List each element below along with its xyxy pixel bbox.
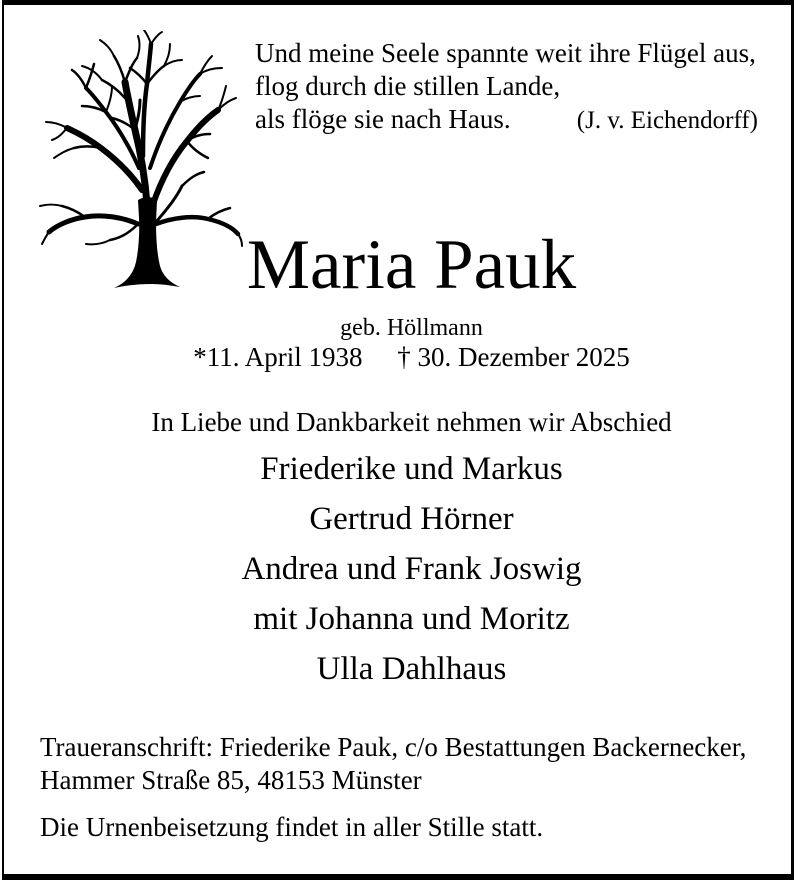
poem-line: flog durch die stillen Lande, <box>255 71 561 101</box>
address-line: Hammer Straße 85, 48153 Münster <box>40 765 422 795</box>
closing-note: Die Urnenbeisetzung findet in aller Stille statt. <box>40 812 544 842</box>
deceased-name: Maria Pauk <box>246 226 577 304</box>
poem-attribution: (J. v. Eichendorff) <box>576 107 758 134</box>
mourner-line: Friederike und Markus <box>260 451 563 487</box>
mourners-list <box>29 444 794 694</box>
farewell-intro: In Liebe und Dankbarkeit nehmen wir Abschied <box>151 407 672 437</box>
birth-date: *11. April 1938 <box>193 342 363 372</box>
address-line: Traueranschrift: Friederike Pauk, c/o Bestattungen Backernecker, <box>40 732 747 762</box>
mourner-line: mit Johanna und Moritz <box>253 601 570 637</box>
poem-line: als flöge sie nach Haus. <box>255 104 511 134</box>
mourner-line: Gertrud Hörner <box>309 501 514 537</box>
poem-quote <box>255 37 758 137</box>
mourner-line: Andrea und Frank Joswig <box>241 551 582 587</box>
mourner-line: Ulla Dahlhaus <box>316 651 507 687</box>
death-date: † 30. Dezember 2025 <box>397 342 630 372</box>
life-dates <box>29 344 794 371</box>
maiden-name: geb. Höllmann <box>340 315 483 341</box>
mourning-address <box>40 731 746 797</box>
poem-line: Und meine Seele spannte weit ihre Flügel aus, <box>255 38 756 68</box>
